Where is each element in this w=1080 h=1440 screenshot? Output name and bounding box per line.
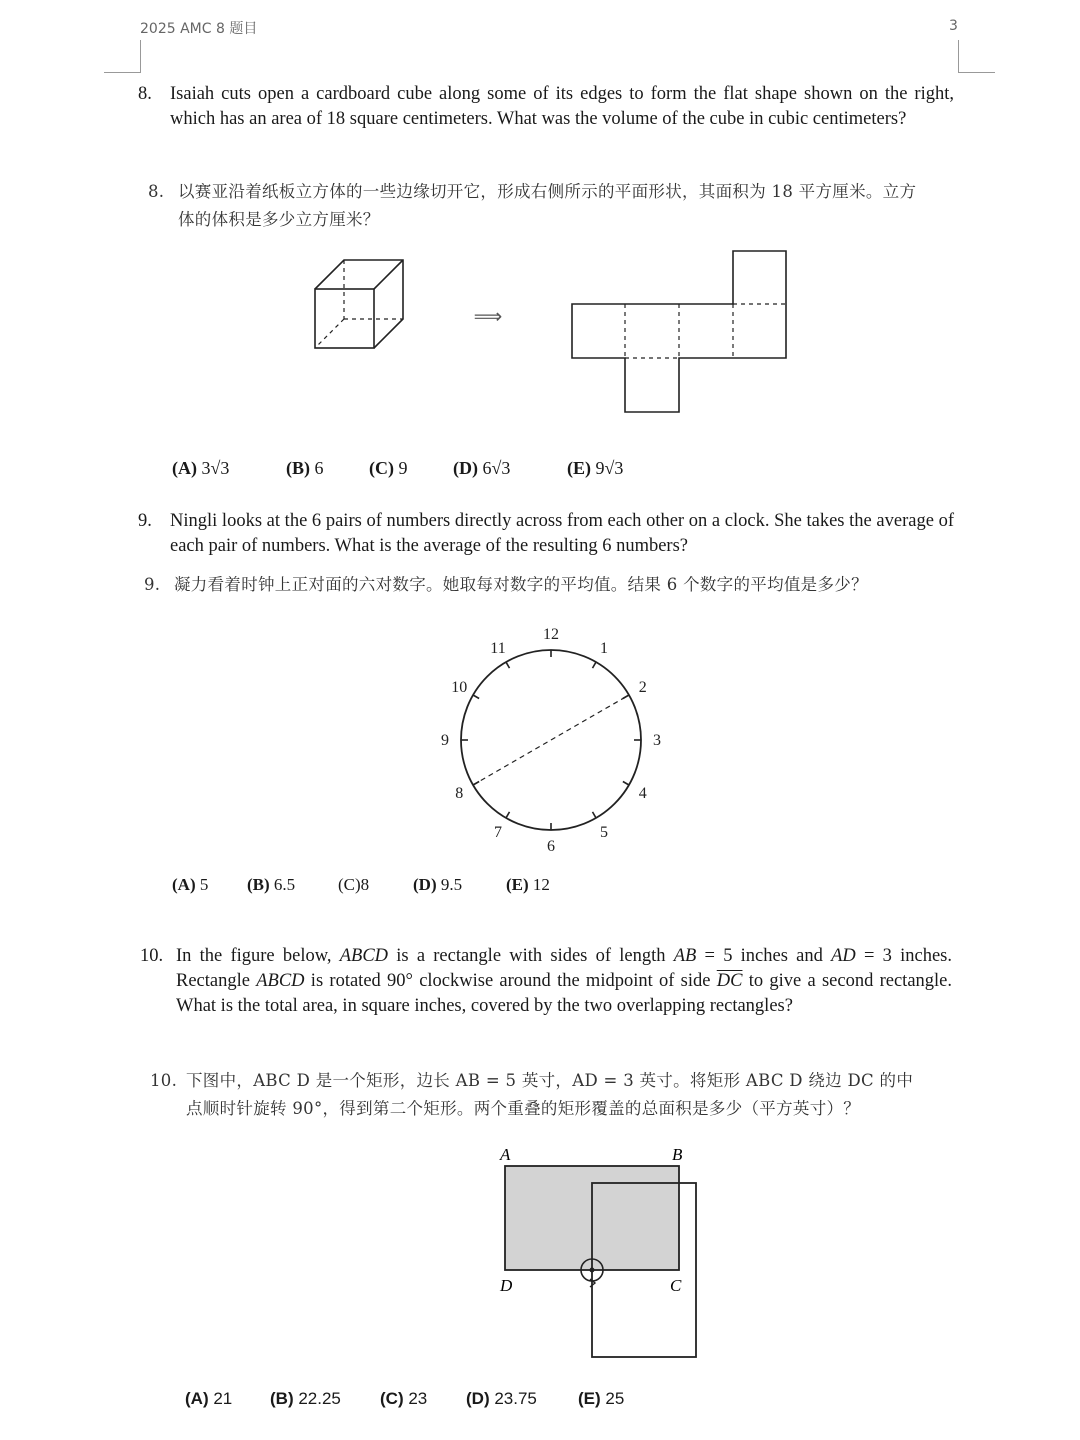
cube-net-figure: [300, 240, 800, 420]
question-text: Isaiah cuts open a cardboard cube along some of its edges to form the flat shape shown on the right, which has an area of 18 square centimeters. What was the volume of the cube in cubic centimeters?: [170, 84, 954, 129]
choice-e[interactable]: (E) 9√3: [567, 458, 624, 478]
choice-c[interactable]: (C)8: [338, 875, 370, 894]
clock-numeral: 5: [600, 823, 608, 841]
choice-c[interactable]: (C) 9: [369, 458, 408, 478]
clock-numeral: 10: [451, 679, 468, 696]
document-header: 2025 AMC 8 题目: [140, 21, 258, 37]
clock-tick: [593, 812, 597, 818]
clock-tick: [473, 695, 479, 699]
clock-tick: [506, 662, 510, 668]
clock-tick: [623, 782, 629, 786]
question-10-zh: [150, 1067, 926, 1123]
choice-d[interactable]: (D) 9.5: [413, 875, 463, 894]
net-fold-lines: [625, 304, 786, 358]
vertex-label-a: A: [500, 1145, 511, 1164]
choice-b[interactable]: (B) 6.5: [247, 875, 296, 894]
clock-tick: [506, 812, 510, 818]
question-number: 8.: [148, 182, 165, 201]
question-9-en: [138, 509, 954, 559]
choice-b[interactable]: (B) 6: [286, 458, 324, 478]
clock-tick: [593, 662, 597, 668]
clock-numeral: 9: [441, 732, 449, 749]
cube-edge: [374, 260, 403, 289]
clock-numeral: 4: [638, 785, 647, 802]
vertex-label-d: D: [500, 1276, 513, 1295]
crop-mark-right: [958, 40, 995, 73]
question-number: 8.: [138, 84, 152, 104]
vertex-label-c: C: [670, 1276, 682, 1295]
question-number: 9.: [138, 511, 152, 531]
choice-d[interactable]: (D) 23.75: [466, 1389, 537, 1408]
question-number: 9.: [144, 575, 161, 594]
choice-a[interactable]: (A) 21: [185, 1389, 233, 1408]
arrow-icon: ⟹: [473, 306, 503, 328]
clock-numeral: 1: [600, 640, 608, 658]
choice-b[interactable]: (B) 22.25: [270, 1389, 341, 1408]
question-text: 下图中，ABC D 是一个矩形，边长 AB = 5 英寸，AD = 3 英寸。将矩形 ABC D 绕边 DC 的中点顺时针旋转 90°，得到第二个矩形。两个重叠的矩形覆盖的总面积是多少（平方英寸）？: [186, 1071, 914, 1118]
diameter-2-to-8: [473, 695, 629, 785]
cube-drawing: [315, 260, 403, 348]
rotation-center: [590, 1268, 595, 1273]
page-number: 3: [949, 18, 958, 34]
crop-mark-left: [104, 40, 141, 73]
question-text: 凝力看着时钟上正对面的六对数字。她取每对数字的平均值。结果 6 个数字的平均值是多少？: [174, 575, 868, 594]
clock-numeral: 7: [494, 823, 502, 841]
question-10-en: 10. In the figure below, ABCD is a rectangle with sides of length AB = 5 inches and AD = 3 inches. Rectangle ABCD is rotated 90° clockwise around the midpoint of side $\overline{DC}$ to give a second rectangle. What is the total area, in square inches, covered by the two overlapping rectangles?: [140, 946, 953, 1016]
question-number: 10.: [150, 1071, 178, 1090]
flat-net: [572, 251, 786, 412]
choice-a[interactable]: (A) 3√3: [172, 458, 230, 478]
question-text: Ningli looks at the 6 pairs of numbers directly across from each other on a clock. She takes the average of each pair of numbers. What is the average of the resulting 6 numbers?: [170, 511, 954, 556]
question-number: 10.: [140, 946, 164, 966]
rectangles-figure: [490, 1140, 710, 1365]
clock-numeral: 2: [638, 679, 647, 696]
clock-numeral: 12: [543, 626, 559, 643]
vertex-label-b: B: [672, 1145, 683, 1164]
question-text: 以赛亚沿着纸板立方体的一些边缘切开它，形成右侧所示的平面形状，其面积为 18 平方厘米。立方体的体积是多少立方厘米？: [178, 182, 917, 229]
question-8-en: [138, 82, 954, 132]
clock-numeral: 3: [653, 732, 661, 749]
choice-e[interactable]: (E) 25: [578, 1389, 625, 1408]
clock-numeral: 6: [547, 838, 555, 855]
clock-figure: [430, 620, 670, 860]
question-9-zh: [144, 571, 898, 599]
clock-numeral: 8: [455, 785, 464, 802]
question-8-zh: [148, 178, 918, 234]
choice-d[interactable]: (D) 6√3: [453, 458, 511, 478]
clock-numeral: 11: [490, 640, 506, 658]
choice-a[interactable]: (A) 5: [172, 875, 209, 894]
choice-c[interactable]: (C) 23: [380, 1389, 428, 1408]
choice-e[interactable]: (E) 12: [506, 875, 550, 894]
